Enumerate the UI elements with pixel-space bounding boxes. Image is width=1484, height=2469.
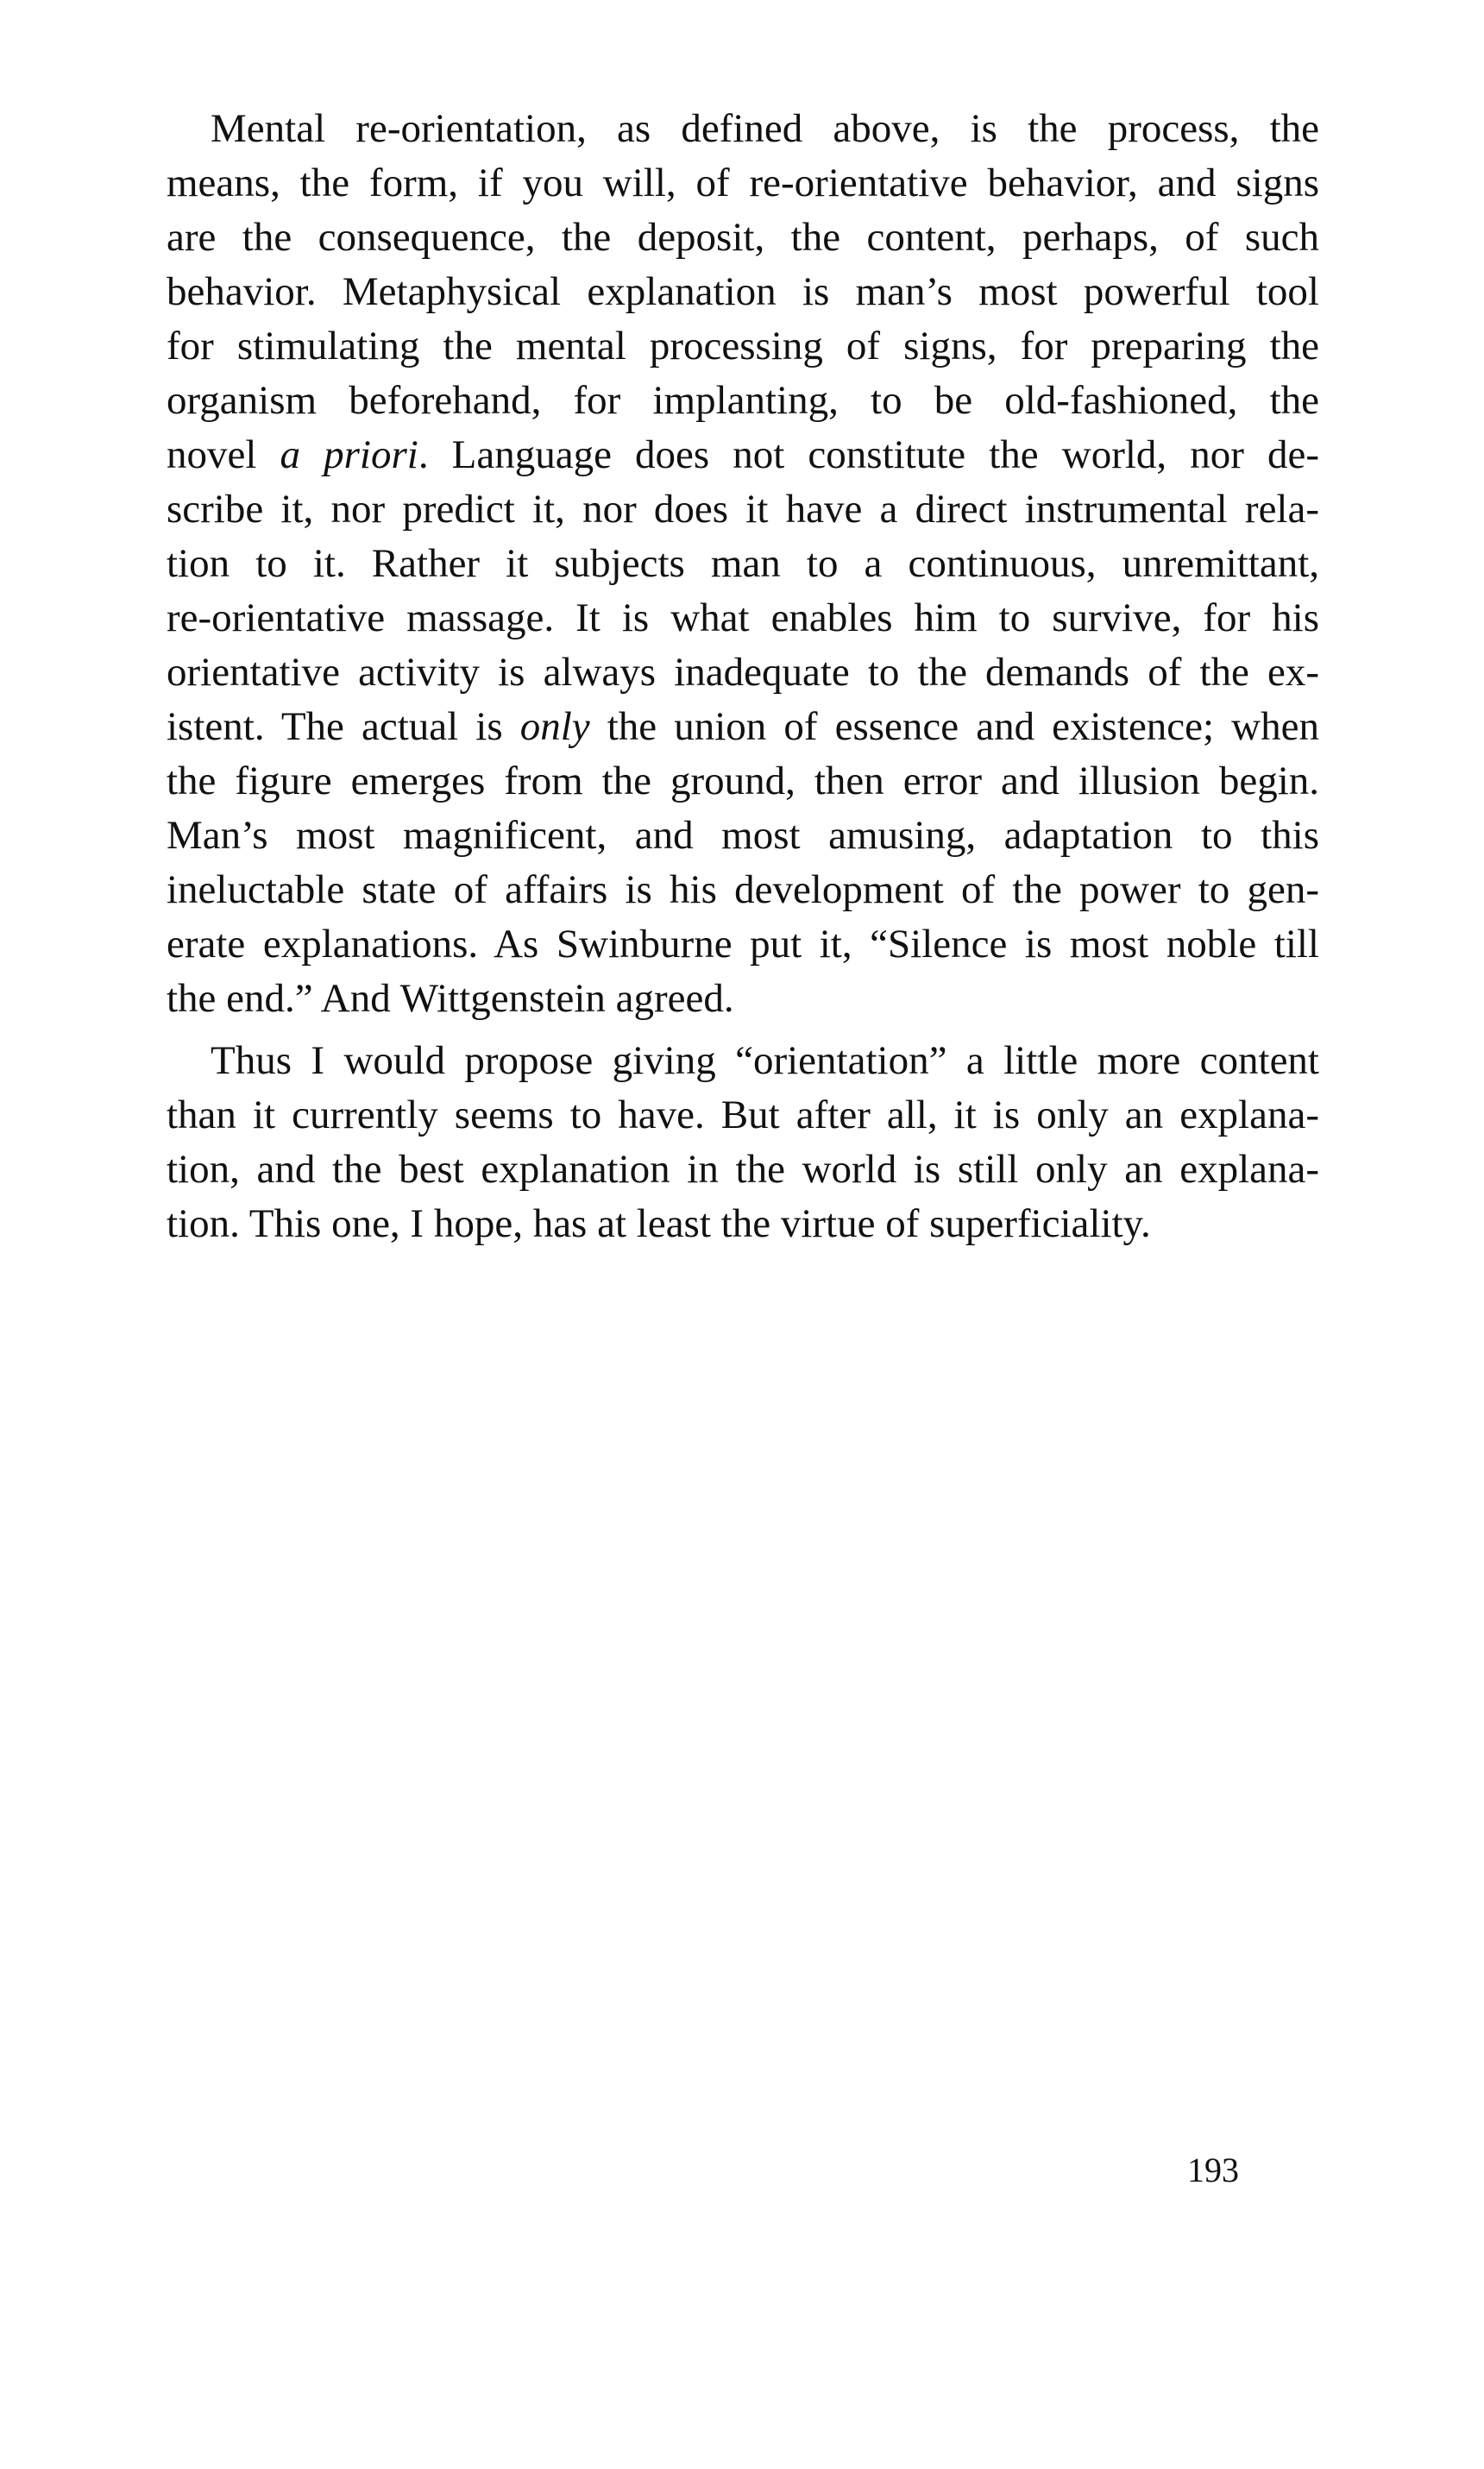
text-line: Mental re-orientation, as defined above, is the process, the: [211, 106, 1319, 151]
text-line: means, the form, if you will, of re-orientative behavior, and signs: [167, 161, 1319, 205]
text-line: organism beforehand, for implanting, to be old-fashioned, the: [167, 378, 1319, 423]
paragraph-gap: [167, 1026, 1319, 1034]
text-line: [167, 700, 1319, 754]
text-line: erate explanations. As Swinburne put it, “Silence is most noble till: [167, 922, 1319, 967]
text-line: tion to it. Rather it subjects man to a continuous, unremittant,: [167, 541, 1319, 586]
text-line: tion, and the best explanation in the world is still only an explana-: [167, 1147, 1319, 1192]
text-segment: the union of essence and existence; when: [589, 704, 1319, 749]
text-line: scribe it, nor predict it, nor does it have a direct instrumental rela-: [167, 487, 1319, 532]
italic-term: a priori: [280, 432, 418, 477]
text-line: Man’s most magnificent, and most amusing, adaptation to this: [167, 813, 1319, 858]
text-line: the end.” And Wittgenstein agreed.: [167, 976, 734, 1021]
text-line: for stimulating the mental processing of signs, for preparing the: [167, 324, 1319, 368]
text-line: [167, 428, 1319, 482]
text-line: Thus I would propose giving “orientation” a little more content: [211, 1038, 1319, 1083]
text-line: orientative activity is always inadequate to the demands of the ex-: [167, 650, 1319, 695]
text-line: are the consequence, the deposit, the content, perhaps, of such: [167, 215, 1319, 260]
text-segment: novel: [167, 432, 280, 477]
text-line: behavior. Metaphysical explanation is man’s most powerful tool: [167, 269, 1319, 314]
text-line: than it currently seems to have. But after all, it is only an explana-: [167, 1093, 1319, 1137]
text-line: re-orientative massage. It is what enables him to survive, for his: [167, 595, 1319, 640]
italic-term: only: [519, 704, 590, 749]
text-line: the figure emerges from the ground, then error and illusion begin.: [167, 759, 1319, 803]
text-segment: . Language does not constitute the world, nor de-: [418, 432, 1320, 477]
page-number: 193: [1187, 2151, 1239, 2189]
text-line: tion. This one, I hope, has at least the virtue of superficiality.: [167, 1201, 1151, 1246]
text-segment: istent. The actual is: [167, 704, 520, 749]
body-text: [167, 102, 1319, 1251]
text-line: ineluctable state of affairs is his development of the power to gen-: [167, 867, 1319, 912]
